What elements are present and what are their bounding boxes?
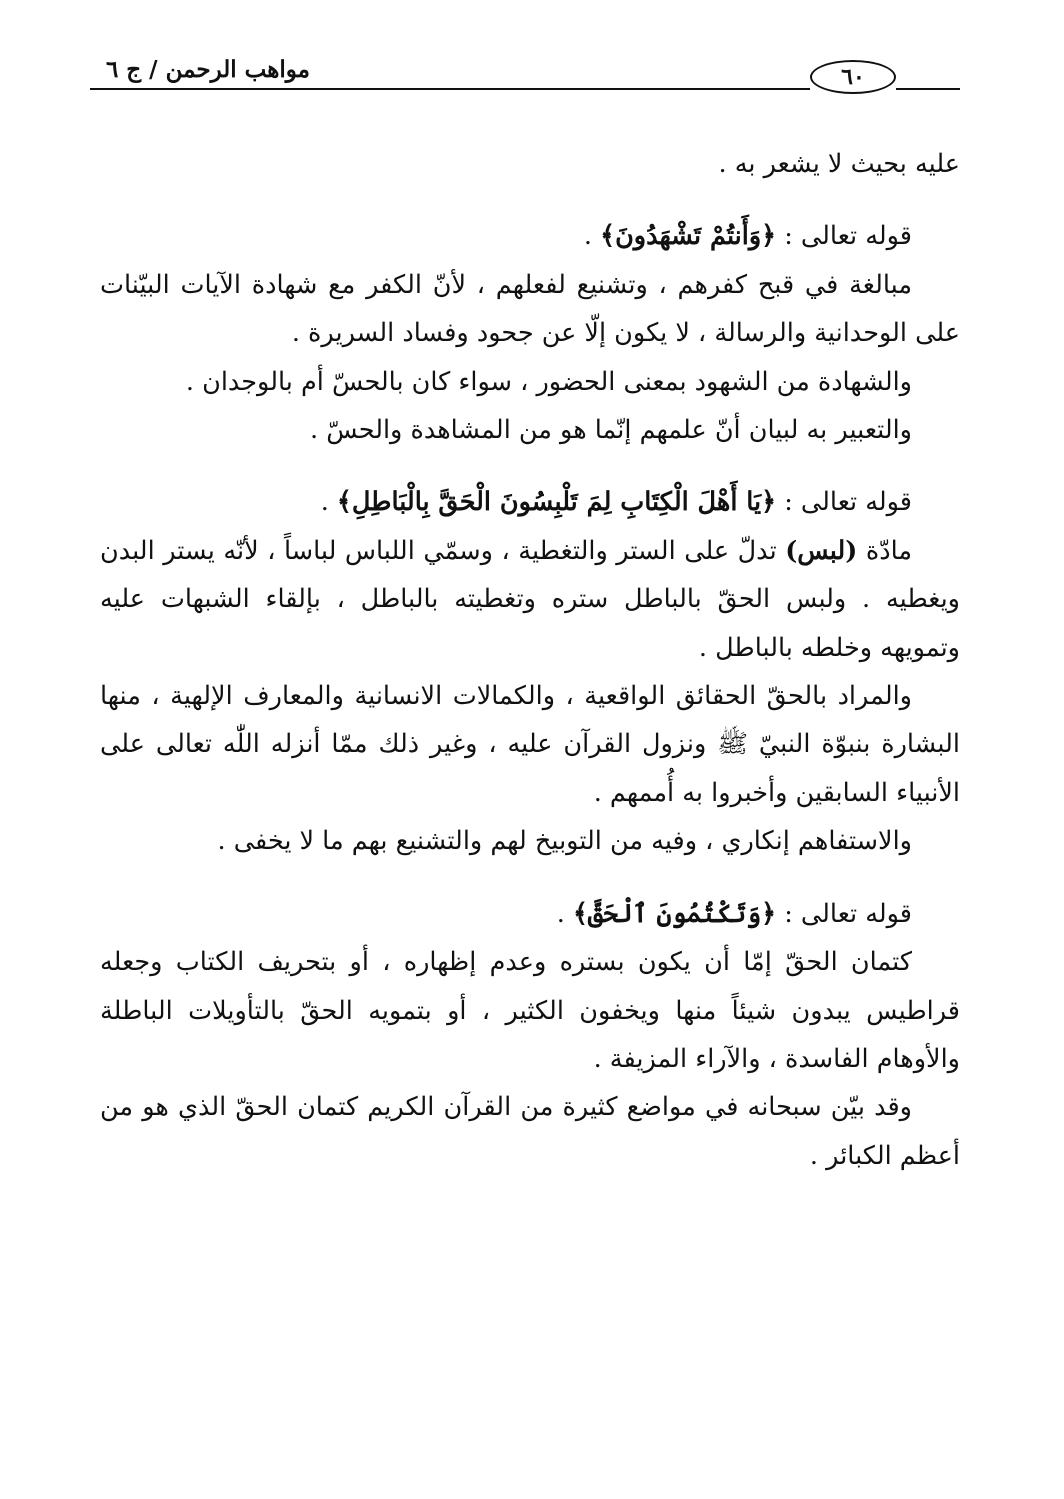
page-header: [90, 52, 960, 104]
verse-quote: ﴿يَا أَهْلَ الْكِتَابِ لِمَ تَلْبِسُونَ الْحَقَّ بِالْبَاطِلِ﴾: [336, 487, 777, 518]
verse-quote: ﴿وَتَكْتُمُونَ ٱلْحَقَّ﴾: [572, 898, 777, 929]
paragraph: [100, 527, 960, 672]
verse-heading-3: [100, 890, 960, 938]
paragraph: والاستفاهم إنكاري ، وفيه من التوبيخ لهم والتشنيع بهم ما لا يخفى .: [217, 826, 912, 857]
page-number-badge: [810, 60, 896, 96]
verse-end: .: [583, 221, 601, 252]
running-title: مواهب الرحمن / ج ٦: [105, 56, 310, 83]
page-number: ٦٠: [810, 60, 896, 94]
paragraph-text: مادّة: [857, 535, 913, 566]
term-bold: (لبس): [785, 535, 858, 566]
verse-heading-2: [100, 478, 960, 526]
paragraph-text: تدلّ على الستر والتغطية ، وسمّي اللباس لباساً ، لأنّه يستر البدن ويغطيه . ولبس الحقّ بالباطل ستره وتغطيته بالباطل ، بإلقاء الشبهات عليه وتمويهه وخلطه بالباطل .: [100, 535, 960, 663]
verse-intro: قوله تعالى :: [776, 487, 912, 518]
paragraph: والشهادة من الشهود بمعنى الحضور ، سواء كان بالحسّ أم بالوجدان .: [185, 366, 912, 397]
paragraph: كتمان الحقّ إمّا أن يكون بستره وعدم إظهاره ، أو بتحريف الكتاب وجعله قراطيس يبدون شيئاً منها ويخفون الكثير ، أو بتمويه الحقّ بالتأويلات الباطلة والأوهام الفاسدة ، والآراء المزيفة .: [100, 947, 960, 1074]
verse-intro: قوله تعالى :: [776, 221, 912, 252]
paragraph: والتعبير به لبيان أنّ علمهم إنّما هو من المشاهدة والحسّ .: [310, 415, 912, 446]
verse-intro: قوله تعالى :: [776, 898, 912, 929]
verse-end: .: [320, 487, 337, 518]
paragraph: وقد بيّن سبحانه في مواضع كثيرة من القرآن الكريم كتمان الحقّ الذي هو من أعظم الكبائر .: [100, 1092, 960, 1171]
page-body: [100, 140, 960, 1180]
verse-quote: ﴿وَأَنتُمْ تَشْهَدُونَ﴾: [600, 221, 777, 252]
paragraph: مبالغة في قبح كفرهم ، وتشنيع لفعلهم ، لأنّ الكفر مع شهادة الآيات البيّنات على الوحدانية والرسالة ، لا يكون إلّا عن جحود وفساد السريرة .: [100, 269, 960, 349]
paragraph-continuation: عليه بحيث لا يشعر به .: [718, 149, 960, 179]
verse-end: .: [556, 898, 573, 929]
paragraph: والمراد بالحقّ الحقائق الواقعية ، والكمالات الانسانية والمعارف الإلهية ، منها البشارة بنبوّة النبيّ ﷺ ونزول القرآن عليه ، وغير ذلك ممّا أنزله اللّٰه تعالى على الأنبياء السابقين وأخبروا به أُممهم .: [100, 681, 960, 808]
verse-heading-1: [100, 212, 960, 260]
